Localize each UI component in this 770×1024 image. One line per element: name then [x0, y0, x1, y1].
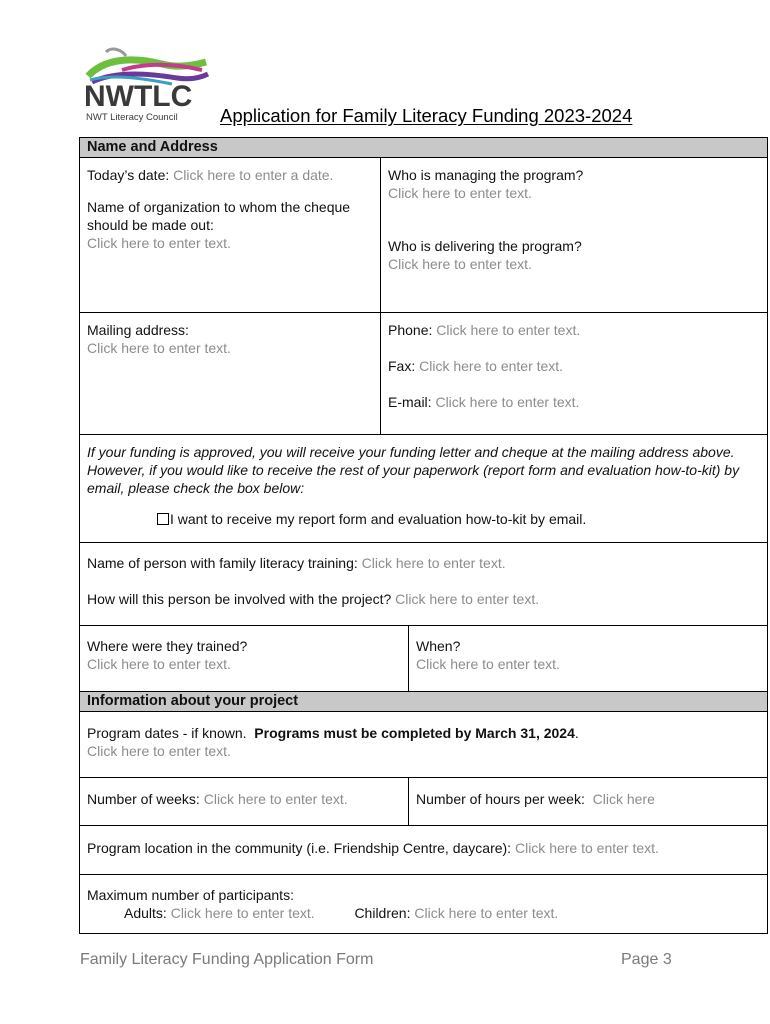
when-label: When? [416, 638, 461, 654]
program-dates-label: Program dates - if known. [87, 725, 247, 741]
application-form [79, 137, 768, 934]
nwtlc-logo [82, 44, 212, 124]
mailing-input[interactable]: Click here to enter text. [87, 340, 231, 356]
email-notice-text: If your funding is approved, you will receive your funding letter and cheque at the mailing address above. However, if you would like to receive the rest of your paperwork (report form and evaluation how-to-kit) by email, please check the box below: [87, 444, 740, 496]
location-cell [80, 826, 767, 874]
adults-input[interactable]: Click here to enter text. [170, 905, 315, 921]
email-field [388, 393, 760, 411]
phone-input[interactable]: Click here to enter text. [436, 322, 581, 338]
email-opt-in [87, 510, 760, 528]
org-cell [80, 158, 381, 312]
program-dates-text: Program dates - if known. Programs must be completed by March 31, 2024. [87, 725, 579, 741]
section-header-project: Information about your project [80, 692, 767, 712]
hours-label: Number of hours per week: [416, 791, 585, 807]
where-trained-input[interactable]: Click here to enter text. [87, 656, 231, 672]
hours-cell [409, 778, 767, 825]
contact-row [80, 313, 767, 435]
footer-form-name: Family Literacy Funding Application Form [80, 951, 374, 968]
managing-label: Who is managing the program? [388, 167, 584, 183]
todays-date-field [87, 166, 373, 184]
org-name-label: Name of organization to whom the cheque should be made out: [87, 199, 351, 233]
fax-label: Fax: [388, 358, 416, 374]
footer-page-number: Page 3 [621, 951, 672, 968]
managing-input[interactable]: Click here to enter text. [388, 185, 532, 201]
org-row [80, 158, 767, 313]
program-dates-cell [80, 712, 767, 777]
involvement-label: How will this person be involved with the project? [87, 591, 392, 607]
max-participants-label: Maximum number of participants: [87, 887, 294, 903]
children-label: Children: [354, 905, 411, 921]
when-input[interactable]: Click here to enter text. [416, 656, 560, 672]
fax-field [388, 357, 760, 375]
where-trained-label: Where were they trained? [87, 638, 248, 654]
email-opt-in-label: I want to receive my report form and evaluation how-to-kit by email. [170, 511, 587, 527]
phone-field [388, 321, 760, 339]
trained-where-row [80, 626, 767, 692]
trained-person-field [87, 554, 760, 572]
program-staff-cell [381, 158, 767, 312]
svg-text:NWTLC: NWTLC [84, 80, 193, 113]
participants-row [80, 875, 767, 933]
training-cell [80, 543, 767, 625]
todays-date-input[interactable]: Click here to enter a date. [173, 167, 334, 183]
location-row [80, 826, 767, 875]
children-input[interactable]: Click here to enter text. [414, 905, 559, 921]
training-row [80, 543, 767, 626]
logo-subtitle: NWT Literacy Council [86, 112, 178, 123]
program-dates-input[interactable]: Click here to enter text. [87, 743, 231, 759]
section-header-name-address: Name and Address [80, 138, 767, 158]
where-trained-cell [80, 626, 409, 691]
mailing-label: Mailing address: [87, 322, 189, 338]
notice-cell [80, 435, 767, 542]
delivering-input[interactable]: Click here to enter text. [388, 256, 532, 272]
when-trained-cell [409, 626, 767, 691]
involvement-input[interactable]: Click here to enter text. [395, 591, 540, 607]
participants-cell [80, 875, 767, 933]
location-input[interactable]: Click here to enter text. [514, 840, 659, 856]
participants-inputs [87, 904, 760, 922]
fax-input[interactable]: Click here to enter text. [419, 358, 564, 374]
phone-fax-email-cell [381, 313, 767, 434]
weeks-label: Number of weeks: [87, 791, 200, 807]
delivering-label: Who is delivering the program? [388, 238, 582, 254]
mailing-cell [80, 313, 381, 434]
page-title: Application for Family Literacy Funding 2023-2024 [220, 105, 633, 126]
email-label: E-mail: [388, 394, 432, 410]
location-label: Program location in the community (i.e. Friendship Centre, daycare): [87, 840, 512, 856]
email-input[interactable]: Click here to enter text. [435, 394, 580, 410]
trained-person-input[interactable]: Click here to enter text. [361, 555, 506, 571]
weeks-input[interactable]: Click here to enter text. [203, 791, 348, 807]
todays-date-label: Today’s date: [87, 167, 170, 183]
notice-row [80, 435, 767, 543]
involvement-field [87, 590, 760, 608]
program-deadline: Programs must be completed by March 31, 2024 [254, 725, 575, 741]
weeks-hours-row [80, 778, 767, 826]
hours-input[interactable]: Click here [592, 791, 655, 807]
trained-person-label: Name of person with family literacy training: [87, 555, 358, 571]
program-dates-row [80, 712, 767, 778]
org-name-input[interactable]: Click here to enter text. [87, 235, 231, 251]
email-opt-in-checkbox[interactable] [157, 513, 169, 525]
weeks-cell [80, 778, 409, 825]
adults-label: Adults: [124, 905, 167, 921]
phone-label: Phone: [388, 322, 433, 338]
